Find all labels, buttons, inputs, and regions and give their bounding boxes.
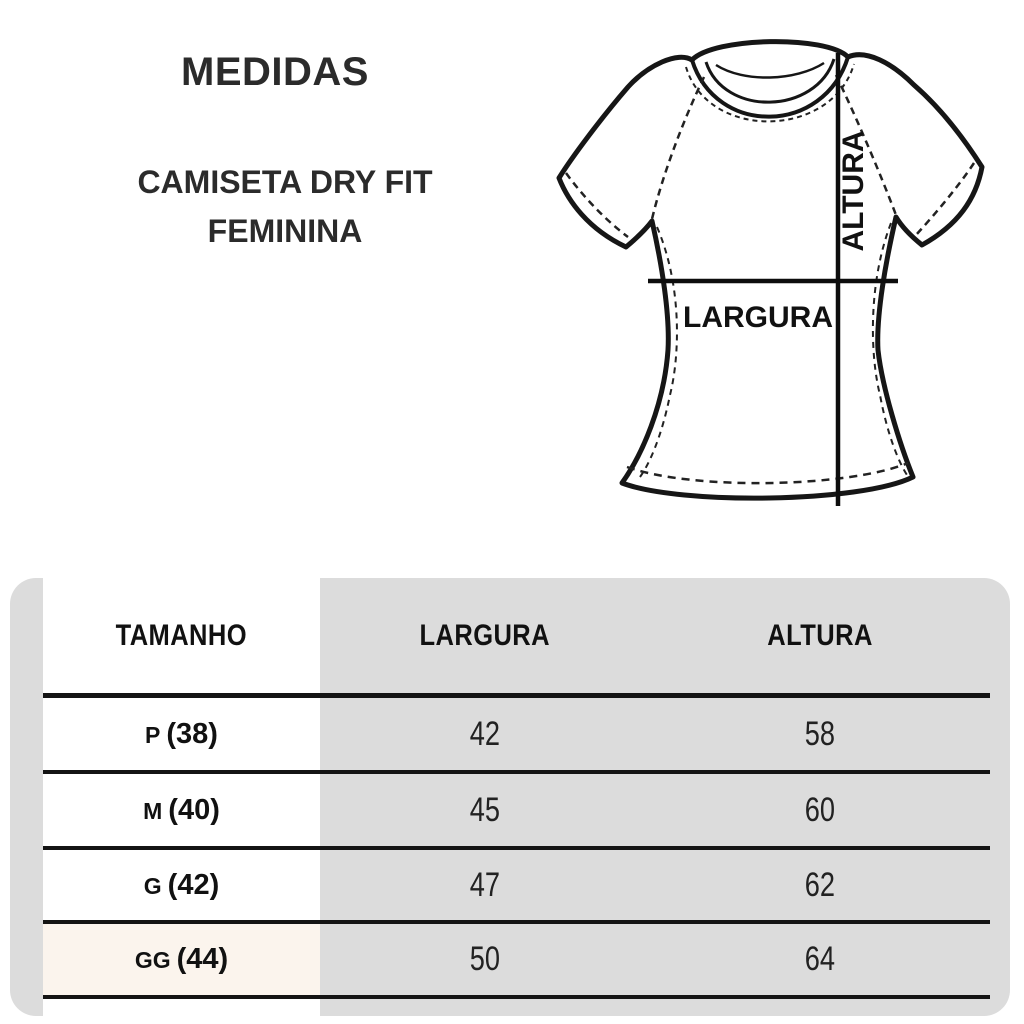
tshirt-line-drawing-icon	[530, 15, 1010, 525]
size-label-gg: GG (44)	[134, 943, 229, 975]
column-header-altura: ALTURA	[767, 618, 873, 652]
altura-value-gg: 64	[804, 940, 836, 978]
row-divider	[43, 995, 990, 999]
table-row-gg	[43, 924, 990, 995]
table-row-p	[43, 698, 990, 770]
product-subtitle-line1: CAMISETA DRY FIT	[137, 164, 433, 200]
size-table	[10, 578, 1010, 1016]
product-subtitle	[35, 158, 535, 256]
altura-diagram-label: ALTURA	[837, 130, 870, 252]
largura-value-g: 47	[469, 865, 501, 904]
largura-value-p: 42	[469, 714, 501, 753]
table-row-g	[43, 850, 990, 920]
column-header-largura: LARGURA	[419, 618, 551, 652]
size-label-m: M (40)	[143, 793, 220, 826]
size-label-g: G (42)	[143, 868, 220, 901]
page-title: MEDIDAS	[181, 50, 369, 94]
table-row-m	[43, 774, 990, 846]
size-label-p: P (38)	[145, 717, 218, 750]
altura-value-p: 58	[804, 714, 836, 753]
table-header-row	[43, 578, 990, 693]
tshirt-outline	[559, 42, 982, 499]
product-subtitle-line2: FEMININA	[207, 213, 363, 249]
altura-value-g: 62	[804, 865, 836, 904]
largura-value-m: 45	[469, 790, 501, 829]
largura-diagram-label: LARGURA	[683, 301, 833, 334]
column-header-tamanho: TAMANHO	[115, 618, 248, 652]
shirt-measurement-diagram	[530, 15, 1010, 525]
largura-value-gg: 50	[469, 940, 501, 978]
altura-value-m: 60	[804, 790, 836, 829]
